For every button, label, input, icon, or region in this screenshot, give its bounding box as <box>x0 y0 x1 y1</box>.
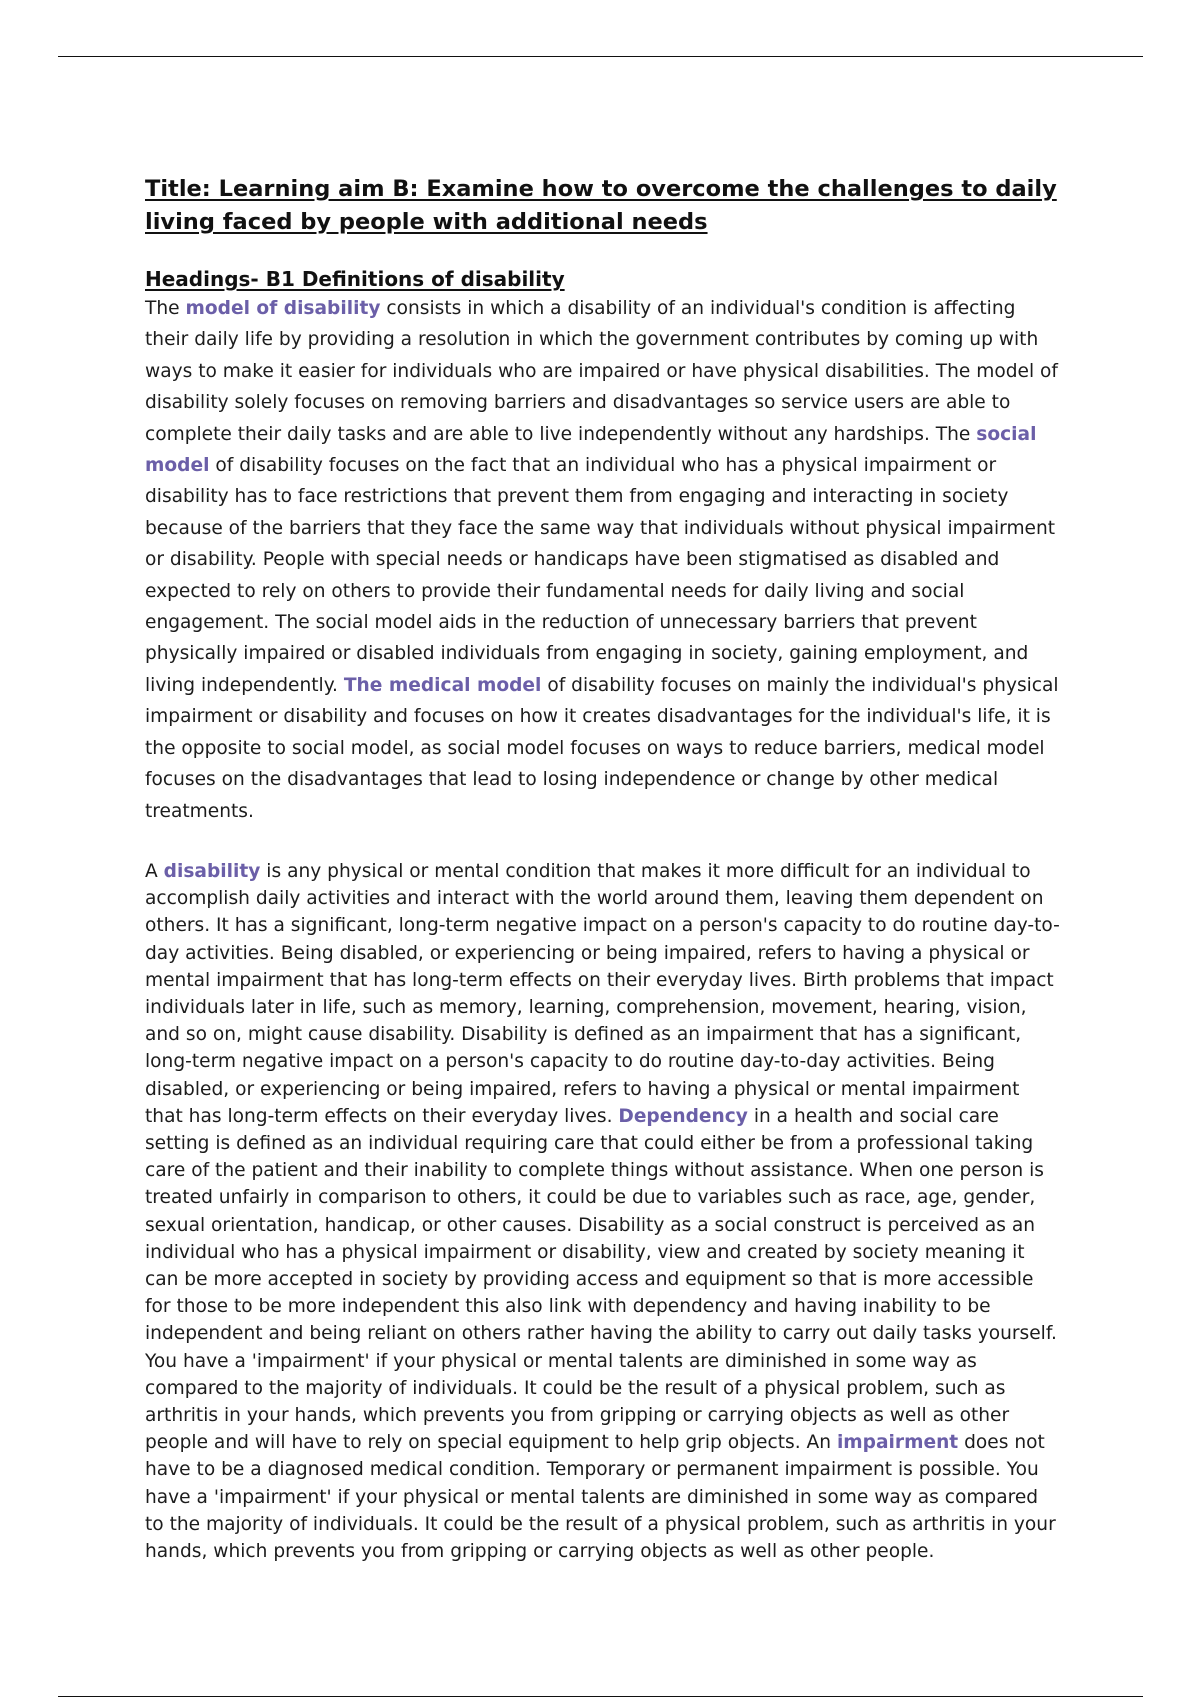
term-social-model: social model <box>145 423 1037 477</box>
paragraph-text: does not have to be a diagnosed medical condition. Temporary or permanent impairment is possible. You have a 'impairment' if your physical or mental talents are diminished in some way as compared to the majority of individuals. It could be the result of a physical problem, such as arthritis in your hands, which prevents you from gripping or carrying objects as well as other people. <box>145 1432 1056 1562</box>
term-model-of-disability: model of disability <box>185 298 381 319</box>
paragraph-text: A <box>145 860 164 882</box>
paragraph-text: consists in which a disability of an individual's condition is affecting their daily life by providing a resolution in which the government contributes by coming up with ways to make it easier for individuals who are impaired or have physical disabilities. The model of disability solely focuses on removing barriers and disadvantages so service users are able to complete their daily tasks and are able to live independently without any hardships. The <box>145 298 1058 445</box>
document-body <box>145 173 1061 1565</box>
term-impairment: impairment <box>836 1432 959 1454</box>
term-dependency: Dependency <box>618 1105 748 1127</box>
paragraph-text: of disability focuses on mainly the individual's physical impairment or disability and focuses on how it creates disadvantages for the individual's life, it is the opposite to social model, as social model focuses on ways to reduce barriers, medical model focuses on the disadvantages that lead to losing independence or change by other medical treatments. <box>145 674 1059 822</box>
paragraph-disability-definition <box>145 858 1061 1565</box>
header-rule <box>58 56 1143 57</box>
document-title: Title: Learning aim B: Examine how to overcome the challenges to daily living faced by people with additional needs <box>145 176 1057 235</box>
paragraph-text: in a health and social care setting is defined as an individual requiring care that could either be from a professional taking care of the patient and their inability to complete things without assistance. When one person is treated unfairly in comparison to others, it could be due to variables such as race, age, gender, sexual orientation, handicap, or other causes. Disability as a social construct is perceived as an individual who has a physical impairment or disability, view and created by society meaning it can be more accepted in society by providing access and equipment so that is more accessible for those to be more independent this also link with dependency and having inability to be independent and being reliant on others rather having the ability to carry out daily tasks yourself. You have a 'impairment' if your physical or mental talents are diminished in some way as compared to the majority of individuals. It could be the result of a physical problem, such as arthritis in your hands, which prevents you from gripping or carrying objects as well as other people and will have to rely on special equipment to help grip objects. An <box>145 1105 1057 1454</box>
paragraph-text: The <box>145 298 186 319</box>
paragraph-models-of-disability <box>145 293 1061 827</box>
section-heading: Headings- B1 Definitions of disability <box>145 267 565 291</box>
term-medical-model: The medical model <box>343 674 542 696</box>
paragraph-text: of disability focuses on the fact that an individual who has a physical impairment or disability has to face restrictions that prevent them from engaging and interacting in society because of the barriers that they face the same way that individuals without physical impairment or disability. People with special needs or handicaps have been stigmatised as disabled and expected to rely on others to provide their fundamental needs for daily living and social engagement. The social model aids in the reduction of unnecessary barriers that prevent physically impaired or disabled individuals from engaging in society, gaining employment, and living independently. <box>145 455 1056 696</box>
footer-rule <box>58 1696 1143 1697</box>
paragraph-text: is any physical or mental condition that makes it more difficult for an individual to accomplish daily activities and interact with the world around them, leaving them dependent on others. It has a significant, long-term negative impact on a person's capacity to do routine day-to-day activities. Being disabled, or experiencing or being impaired, refers to having a physical or mental impairment that has long-term effects on their everyday lives. Birth problems that impact individuals later in life, such as memory, learning, comprehension, movement, hearing, vision, and so on, might cause disability. Disability is defined as an impairment that has a significant, long-term negative impact on a person's capacity to do routine day-to-day activities. Being disabled, or experiencing or being impaired, refers to having a physical or mental impairment that has long-term effects on their everyday lives. <box>145 860 1060 1127</box>
term-disability: disability <box>163 860 261 882</box>
